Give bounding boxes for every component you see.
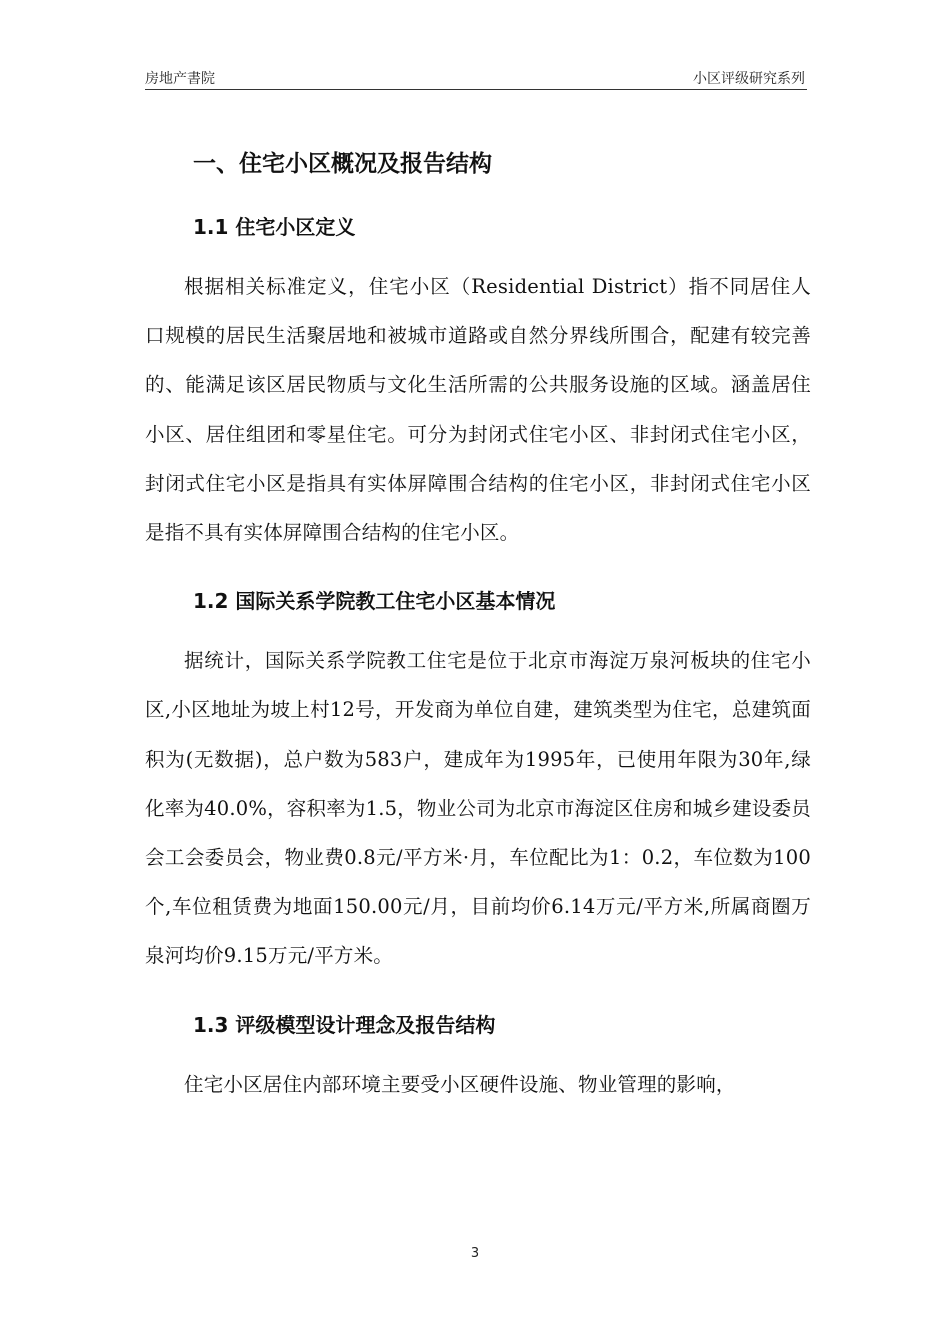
section-1-2-paragraph: 据统计，国际关系学院教工住宅是位于北京市海淀万泉河板块的住宅小区,小区地址为坡上村12号，开发商为单位自建，建筑类型为住宅，总建筑面积为(无数据)，总户数为583户，建成年为1995年，已使用年限为30年,绿化率为40.0%，容积率为1.5，物业公司为北京市海淀区住房和城乡建设委员会工会委员会，物业费0.8元/平方米·月，车位配比为1：0.2，车位数为100个,车位租赁费为地面150.00元/月，目前均价6.14万元/平方米,所属商圈万泉河均价9.15万元/平方米。 bbox=[145, 649, 811, 968]
header-divider bbox=[145, 89, 807, 90]
page-number: 3 bbox=[470, 1246, 480, 1261]
document-body bbox=[145, 138, 811, 1109]
section-1-1-paragraph: 根据相关标准定义，住宅小区（Residential District）指不同居住人口规模的居民生活聚居地和被城市道路或自然分界线所围合，配建有较完善的、能满足该区居民物质与文化生活所需的公共服务设施的区域。涵盖居住小区、居住组团和零星住宅。可分为封闭式住宅小区、非封闭式住宅小区，封闭式住宅小区是指具有实体屏障围合结构的住宅小区，非封闭式住宅小区是指不具有实体屏障围合结构的住宅小区。 bbox=[145, 275, 811, 545]
header-left-title: 房地产書院 bbox=[145, 71, 215, 87]
section-1-3-paragraph: 住宅小区居住内部环境主要受小区硬件设施、物业管理的影响， bbox=[184, 1072, 736, 1096]
section-heading-1-1: 1.1 住宅小区定义 bbox=[193, 215, 356, 239]
chapter-heading: 一、住宅小区概况及报告结构 bbox=[193, 151, 492, 177]
section-heading-1-2: 1.2 国际关系学院教工住宅小区基本情况 bbox=[193, 589, 556, 614]
header-right-series: 小区评级研究系列 bbox=[693, 71, 805, 87]
section-heading-1-3: 1.3 评级模型设计理念及报告结构 bbox=[193, 1012, 496, 1037]
